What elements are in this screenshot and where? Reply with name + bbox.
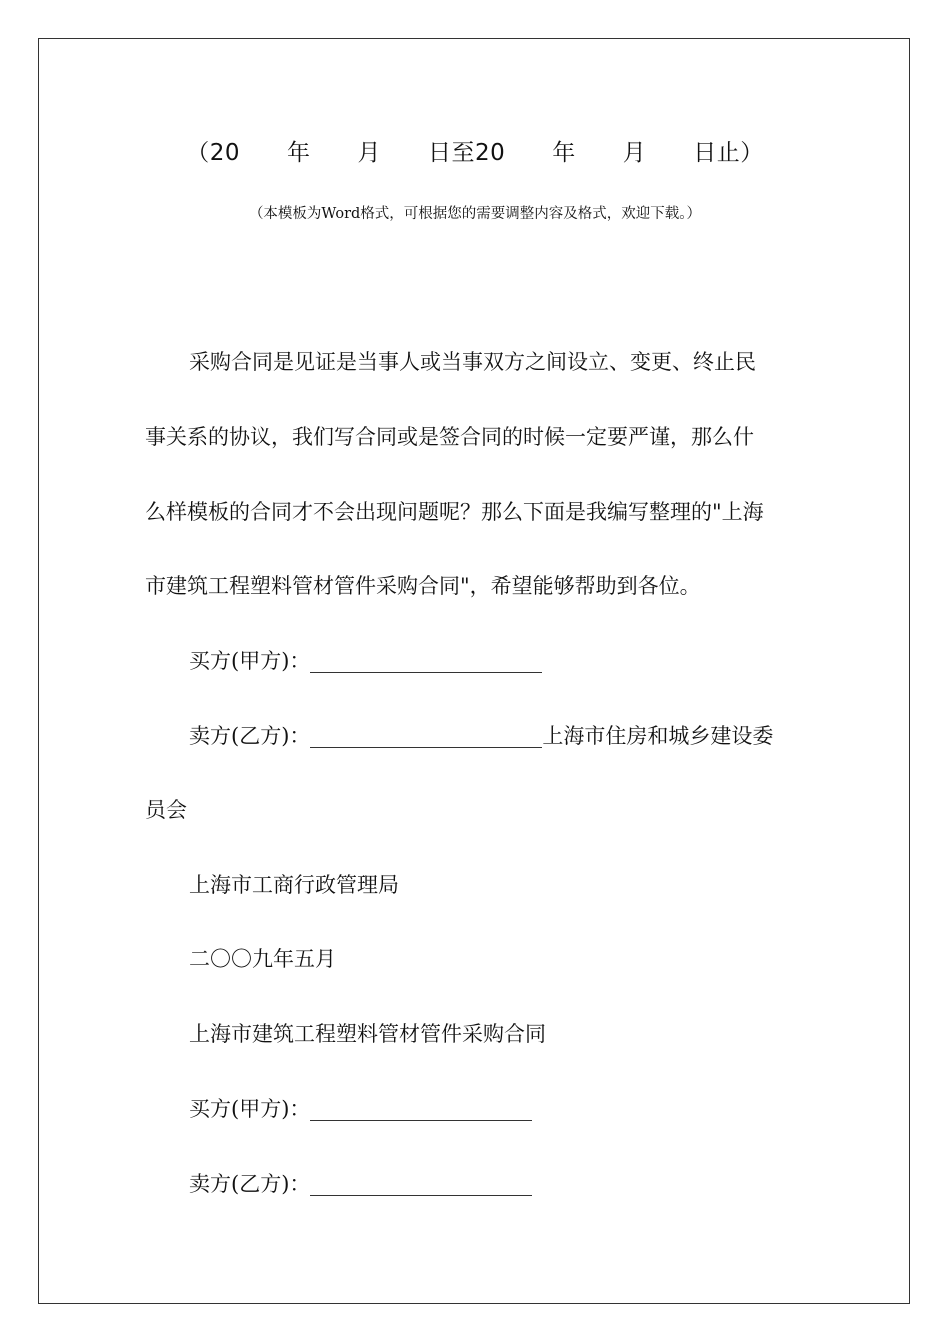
seller-blank[interactable] bbox=[310, 727, 542, 748]
intro-line-2: 事关系的协议，我们写合同或是签合同的时候一定要严谨，那么什 bbox=[145, 425, 754, 449]
intro-line-4: 市建筑工程塑料管材管件采购合同"，希望能够帮助到各位。 bbox=[145, 574, 701, 598]
seller-label: 卖方(乙方)： bbox=[189, 724, 311, 748]
buyer-blank[interactable] bbox=[310, 652, 542, 673]
seller-continuation: 员会 bbox=[145, 798, 187, 822]
seller-blank-2[interactable] bbox=[310, 1175, 532, 1196]
contract-period: （20 年 月 日至20 年 月 日止） bbox=[186, 140, 764, 166]
seller-line-1 bbox=[189, 721, 773, 751]
template-note: （本模板为Word格式，可根据您的需要调整内容及格式，欢迎下载。） bbox=[248, 206, 702, 222]
buyer-line-1 bbox=[189, 646, 542, 676]
buyer-blank-2[interactable] bbox=[310, 1100, 532, 1121]
intro-line-1: 采购合同是见证是当事人或当事双方之间设立、变更、终止民 bbox=[189, 350, 756, 374]
seller-line-2 bbox=[189, 1169, 532, 1199]
seller-label-2: 卖方(乙方)： bbox=[189, 1172, 311, 1196]
issue-date: 二〇〇九年五月 bbox=[189, 947, 336, 971]
bureau-name: 上海市工商行政管理局 bbox=[189, 873, 399, 897]
contract-title: 上海市建筑工程塑料管材管件采购合同 bbox=[189, 1022, 546, 1046]
buyer-line-2 bbox=[189, 1094, 532, 1124]
seller-suffix: 上海市住房和城乡建设委 bbox=[542, 724, 774, 748]
buyer-label: 买方(甲方)： bbox=[189, 649, 311, 673]
buyer-label-2: 买方(甲方)： bbox=[189, 1097, 311, 1121]
intro-line-3: 么样模板的合同才不会出现问题呢？那么下面是我编写整理的"上海 bbox=[145, 500, 764, 524]
